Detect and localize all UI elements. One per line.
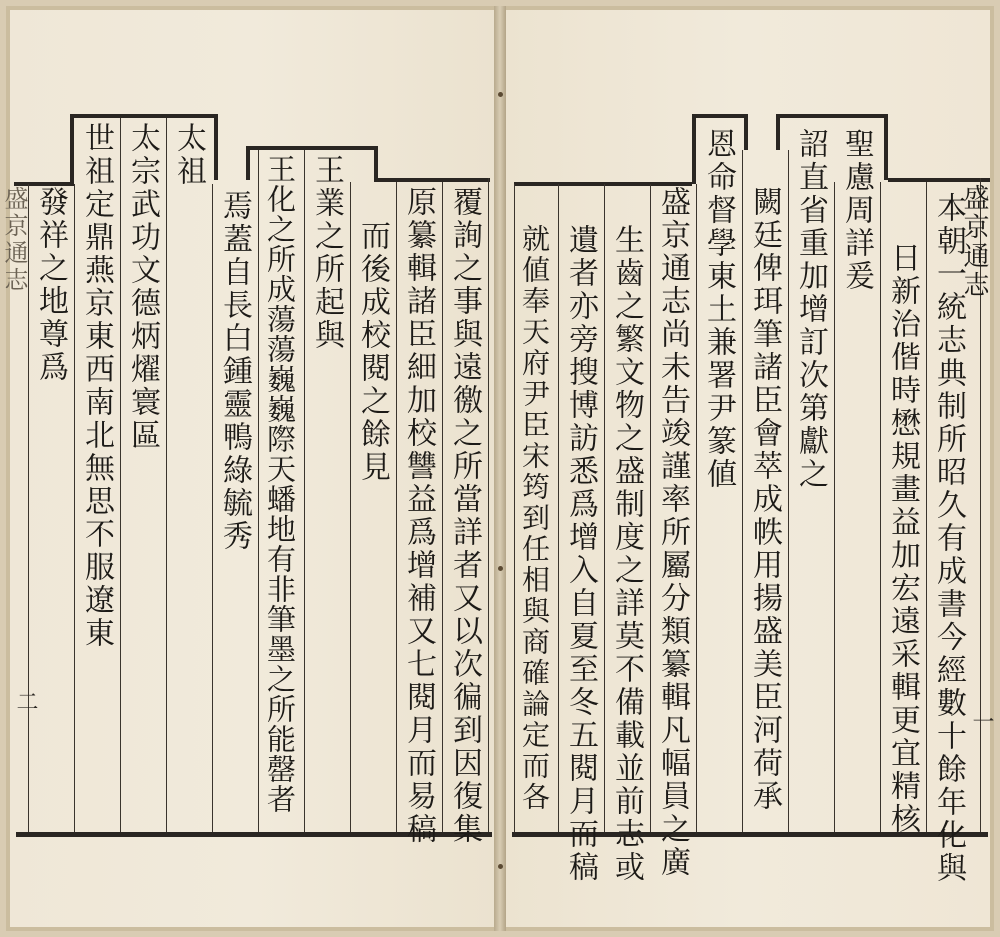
text-column-7: 盛京通志尚未告竣謹率所屬分類纂輯凡幅員之廣 [655, 186, 690, 879]
text-column-4: 詔直省重加增訂次第獻之 [793, 128, 828, 491]
column-rule [558, 184, 559, 832]
column-rule [442, 182, 443, 832]
column-rule [120, 118, 121, 832]
column-rule [514, 184, 515, 832]
column-rule [604, 184, 605, 832]
column-rule [166, 118, 167, 832]
frame-top-rule [888, 178, 990, 182]
book-spread [0, 6, 994, 931]
frame-tab-side [744, 114, 748, 150]
frame-top-rule [70, 114, 218, 118]
text-column-6: 恩命督學東土兼署尹篆値 [701, 128, 736, 491]
leaf-number: 一 [969, 710, 994, 732]
column-rule [304, 150, 305, 832]
frame-tab-side [692, 114, 696, 184]
frame-tab-side [246, 146, 250, 180]
frame-tab-rule [692, 114, 748, 118]
text-column-1: 覆詢之事與遠徼之所當詳者又以次徧到因復集 [447, 186, 482, 846]
text-column-3: 聖慮周詳爰 [839, 128, 874, 293]
text-column-4: 王業之所起與 [309, 154, 344, 352]
column-rule [696, 184, 697, 832]
left-page [0, 10, 496, 927]
column-rule [212, 184, 213, 832]
column-rule [880, 182, 881, 832]
column-rule [396, 182, 397, 832]
text-column-9: 遺者亦旁搜博訪悉爲增入自夏至冬五閱月而稿 [563, 224, 598, 884]
frame-tab-side [776, 114, 780, 150]
text-column-8: 生齒之繁文物之盛制度之詳莫不備載並前志或 [609, 224, 644, 884]
text-column-1: 本朝一統志典制所昭久有成書今經數十餘年化與 [931, 192, 966, 885]
text-column-7: 太祖 [171, 122, 206, 188]
frame-tab-side [214, 114, 218, 180]
text-column-10: 就値奉天府尹臣宋筠到任相與商確論定而各 [518, 224, 551, 813]
frame-tab-side [374, 146, 378, 182]
column-rule [258, 150, 259, 832]
binding-hole [498, 864, 503, 869]
column-rule [742, 150, 743, 832]
text-column-9: 世祖定鼎燕京東西南北無思不服遼東 [79, 122, 114, 650]
column-rule [788, 150, 789, 832]
text-column-2: 原纂輯諸臣細加校讐益爲增補又七閱月而易稿 [401, 186, 436, 846]
text-column-2: 日新治偕時懋規畫益加宏遠采輯更宜精核 [885, 242, 920, 836]
edge-title: 盛京通志 [959, 184, 989, 300]
column-rule [650, 184, 651, 832]
text-column-5: 闕廷俾珥筆諸臣會萃成帙用揚盛美臣河荷承 [747, 186, 782, 813]
frame-tab-side [70, 114, 74, 186]
frame-top-rule [378, 178, 490, 182]
column-rule [350, 182, 351, 832]
binding-hole [498, 92, 503, 97]
column-rule [834, 182, 835, 832]
frame-tab-rule [776, 114, 888, 118]
text-column-10: 發祥之地尊爲 [33, 186, 68, 384]
text-column-6: 焉蓋自長白鍾靈鴨綠毓秀 [217, 190, 252, 553]
column-rule [488, 178, 489, 832]
leaf-number: 二 [13, 690, 38, 712]
frame-tab-side [884, 114, 888, 180]
text-column-8: 太宗武功文德炳燿寰區 [125, 122, 160, 452]
text-column-5: 王化之所成蕩蕩巍巍際天蟠地有非筆墨之所能罄者 [263, 154, 297, 814]
frame-top-rule [246, 146, 378, 150]
edge-title: 盛京通志 [0, 186, 28, 294]
binding-hole [498, 566, 503, 571]
book-gutter [494, 6, 506, 931]
column-rule [74, 184, 75, 832]
text-column-3: 而後成校閱之餘見 [355, 220, 390, 484]
right-page [504, 10, 994, 927]
column-rule [926, 182, 927, 832]
